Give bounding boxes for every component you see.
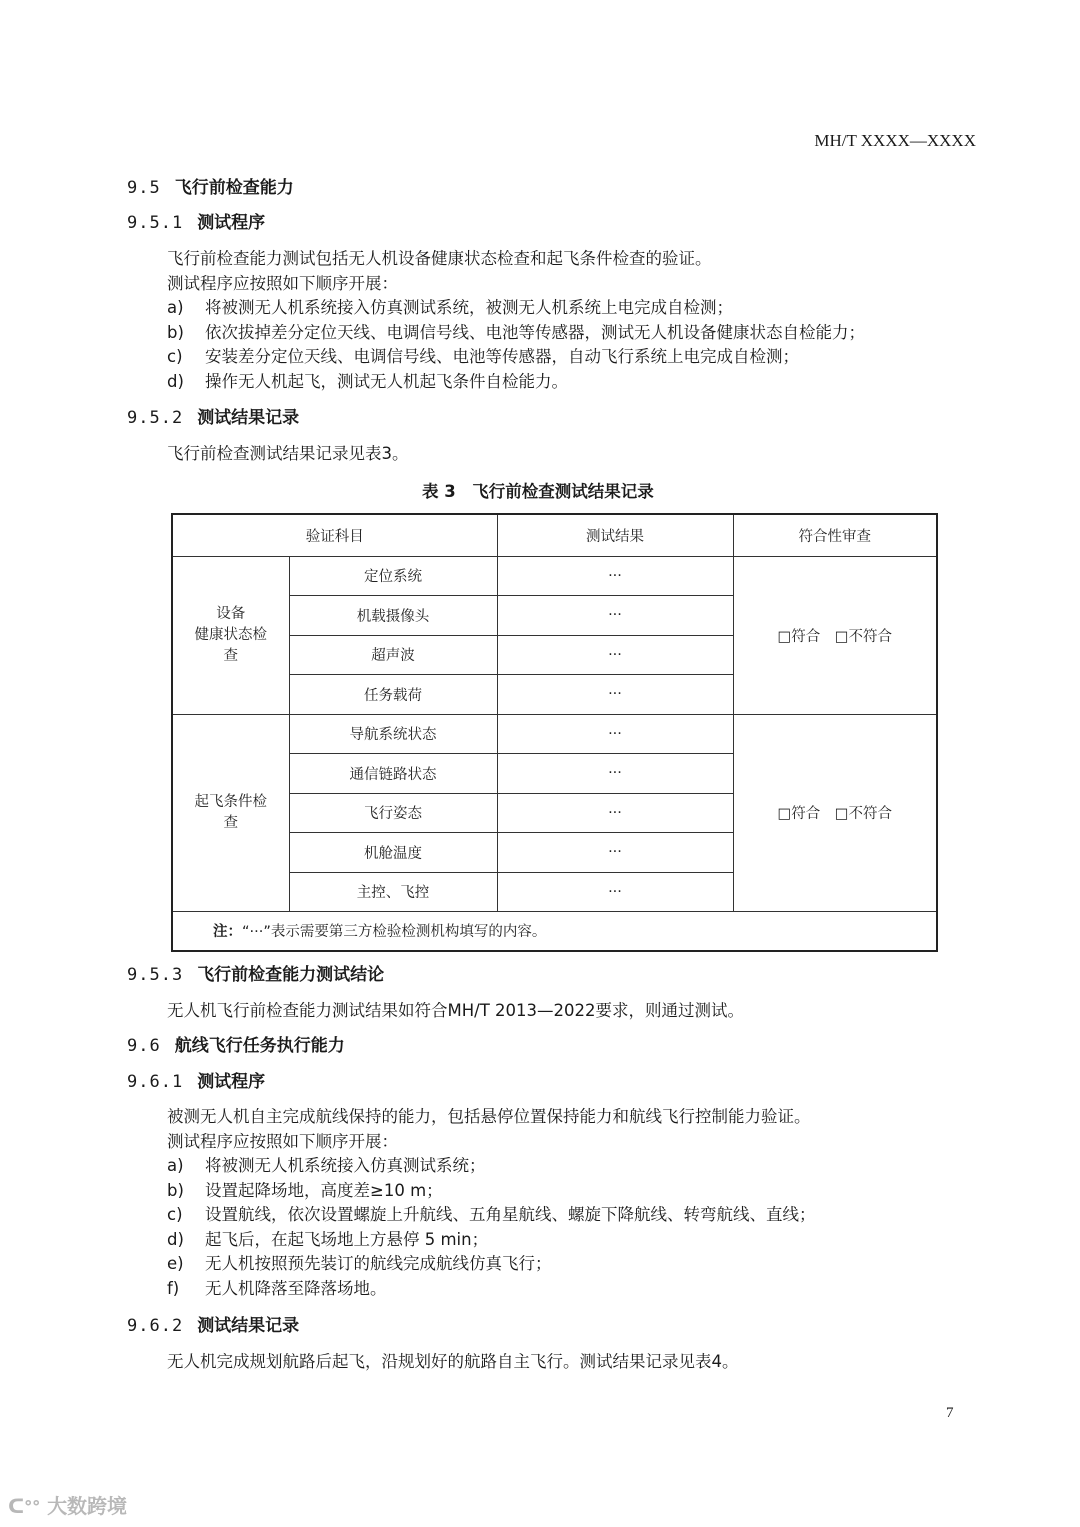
paragraph: 飞行前检查测试结果记录见表3。 [167, 444, 409, 463]
table-header-row [172, 514, 937, 556]
category-cell: 设备 健康状态检 查 [172, 556, 289, 714]
table-row [172, 714, 937, 754]
list-marker: a) [167, 298, 184, 317]
item-cell: 通信链路状态 [289, 754, 497, 794]
list-text: 将被测无人机系统接入仿真测试系统； [205, 1156, 486, 1175]
section-title: 测试结果记录 [197, 1316, 300, 1336]
section-number: 9.6 [127, 1036, 161, 1056]
list-marker: b) [167, 1181, 184, 1200]
list-marker: c) [167, 1205, 183, 1224]
table-note-row [172, 912, 937, 951]
list-item [167, 1228, 488, 1253]
item-cell: 机舱温度 [289, 833, 497, 873]
section-title: 航线飞行任务执行能力 [174, 1036, 345, 1056]
list-text: 设置起降场地，高度差≥10 m； [205, 1181, 443, 1200]
section-9-5-1-heading [127, 211, 265, 235]
list-item [167, 1277, 387, 1302]
result-cell: ··· [497, 596, 733, 636]
column-header: 测试结果 [497, 514, 733, 556]
list-marker: d) [167, 1230, 184, 1249]
compliance-cell: □符合 □不符合 [733, 556, 937, 714]
compliance-cell: □符合 □不符合 [733, 714, 937, 912]
test-results-table [171, 513, 938, 952]
paragraph: 无人机飞行前检查能力测试结果如符合MH/T 2013—2022要求，则通过测试。 [167, 1001, 745, 1020]
note-label: 注： [213, 924, 242, 941]
section-title: 测试程序 [197, 213, 266, 233]
document-code: MH/T XXXX—XXXX [814, 131, 976, 150]
paragraph: 飞行前检查能力测试包括无人机设备健康状态检查和起飞条件检查的验证。 [167, 249, 712, 268]
section-9-6-2-heading [127, 1314, 299, 1338]
section-title: 测试程序 [197, 1072, 266, 1092]
section-title: 测试结果记录 [197, 408, 300, 428]
list-marker: b) [167, 323, 184, 342]
page-number: 7 [946, 1405, 954, 1421]
watermark-logo-icon: ᑕᐤᐤ [8, 1494, 41, 1518]
list-item [167, 321, 865, 346]
list-item [167, 1203, 816, 1228]
list-item [167, 1154, 486, 1179]
list-item [167, 370, 568, 395]
item-cell: 导航系统状态 [289, 714, 497, 754]
list-text: 无人机降落至降落场地。 [205, 1279, 387, 1298]
result-cell: ··· [497, 635, 733, 675]
list-text: 操作无人机起飞，测试无人机起飞条件自检能力。 [205, 372, 568, 391]
result-cell: ··· [497, 793, 733, 833]
list-marker: f) [167, 1279, 180, 1298]
table-note [172, 912, 937, 951]
list-item [167, 1252, 552, 1277]
section-number: 9.6.2 [127, 1316, 184, 1336]
table-caption: 表 3 飞行前检查测试结果记录 [422, 482, 654, 501]
column-header: 符合性审查 [733, 514, 937, 556]
section-number: 9.6.1 [127, 1072, 184, 1092]
section-title: 飞行前检查能力测试结论 [197, 965, 385, 985]
column-header: 验证科目 [172, 514, 497, 556]
watermark [8, 1490, 127, 1519]
item-cell: 定位系统 [289, 556, 497, 596]
list-marker: c) [167, 347, 183, 366]
paragraph: 测试程序应按照如下顺序开展： [167, 1132, 398, 1151]
list-item [167, 345, 799, 370]
section-9-6-1-heading [127, 1070, 265, 1094]
result-cell: ··· [497, 833, 733, 873]
list-text: 将被测无人机系统接入仿真测试系统，被测无人机系统上电完成自检测； [205, 298, 733, 317]
item-cell: 主控、飞控 [289, 872, 497, 912]
list-text: 安装差分定位天线、电调信号线、电池等传感器，自动飞行系统上电完成自检测； [205, 347, 799, 366]
item-cell: 飞行姿态 [289, 793, 497, 833]
list-marker: a) [167, 1156, 184, 1175]
section-9-6-heading [127, 1034, 345, 1058]
item-cell: 超声波 [289, 635, 497, 675]
list-text: 起飞后，在起飞场地上方悬停 5 min； [205, 1230, 489, 1249]
result-cell: ··· [497, 714, 733, 754]
list-marker: e) [167, 1254, 184, 1273]
list-marker: d) [167, 372, 184, 391]
section-9-5-heading [127, 176, 294, 200]
section-9-5-2-heading [127, 406, 299, 430]
result-cell: ··· [497, 675, 733, 715]
section-title: 飞行前检查能力 [174, 178, 294, 198]
paragraph: 测试程序应按照如下顺序开展： [167, 274, 398, 293]
table-row [172, 556, 937, 596]
item-cell: 机载摄像头 [289, 596, 497, 636]
list-item [167, 1179, 443, 1204]
note-text: “···”表示需要第三方检验检测机构填写的内容。 [242, 924, 547, 941]
category-cell: 起飞条件检 查 [172, 714, 289, 912]
section-number: 9.5 [127, 178, 161, 198]
section-number: 9.5.1 [127, 213, 184, 233]
result-cell: ··· [497, 556, 733, 596]
watermark-text: 大数跨境 [47, 1494, 128, 1518]
result-cell: ··· [497, 754, 733, 794]
list-text: 无人机按照预先装订的航线完成航线仿真飞行； [205, 1254, 552, 1273]
paragraph: 被测无人机自主完成航线保持的能力，包括悬停位置保持能力和航线飞行控制能力验证。 [167, 1107, 811, 1126]
list-item [167, 296, 733, 321]
result-cell: ··· [497, 872, 733, 912]
section-number: 9.5.2 [127, 408, 184, 428]
section-number: 9.5.3 [127, 965, 184, 985]
list-text: 依次拔掉差分定位天线、电调信号线、电池等传感器，测试无人机设备健康状态自检能力； [205, 323, 865, 342]
section-9-5-3-heading [127, 963, 384, 987]
paragraph: 无人机完成规划航路后起飞，沿规划好的航路自主飞行。测试结果记录见表4。 [167, 1352, 739, 1371]
item-cell: 任务载荷 [289, 675, 497, 715]
list-text: 设置航线，依次设置螺旋上升航线、五角星航线、螺旋下降航线、转弯航线、直线； [205, 1205, 816, 1224]
